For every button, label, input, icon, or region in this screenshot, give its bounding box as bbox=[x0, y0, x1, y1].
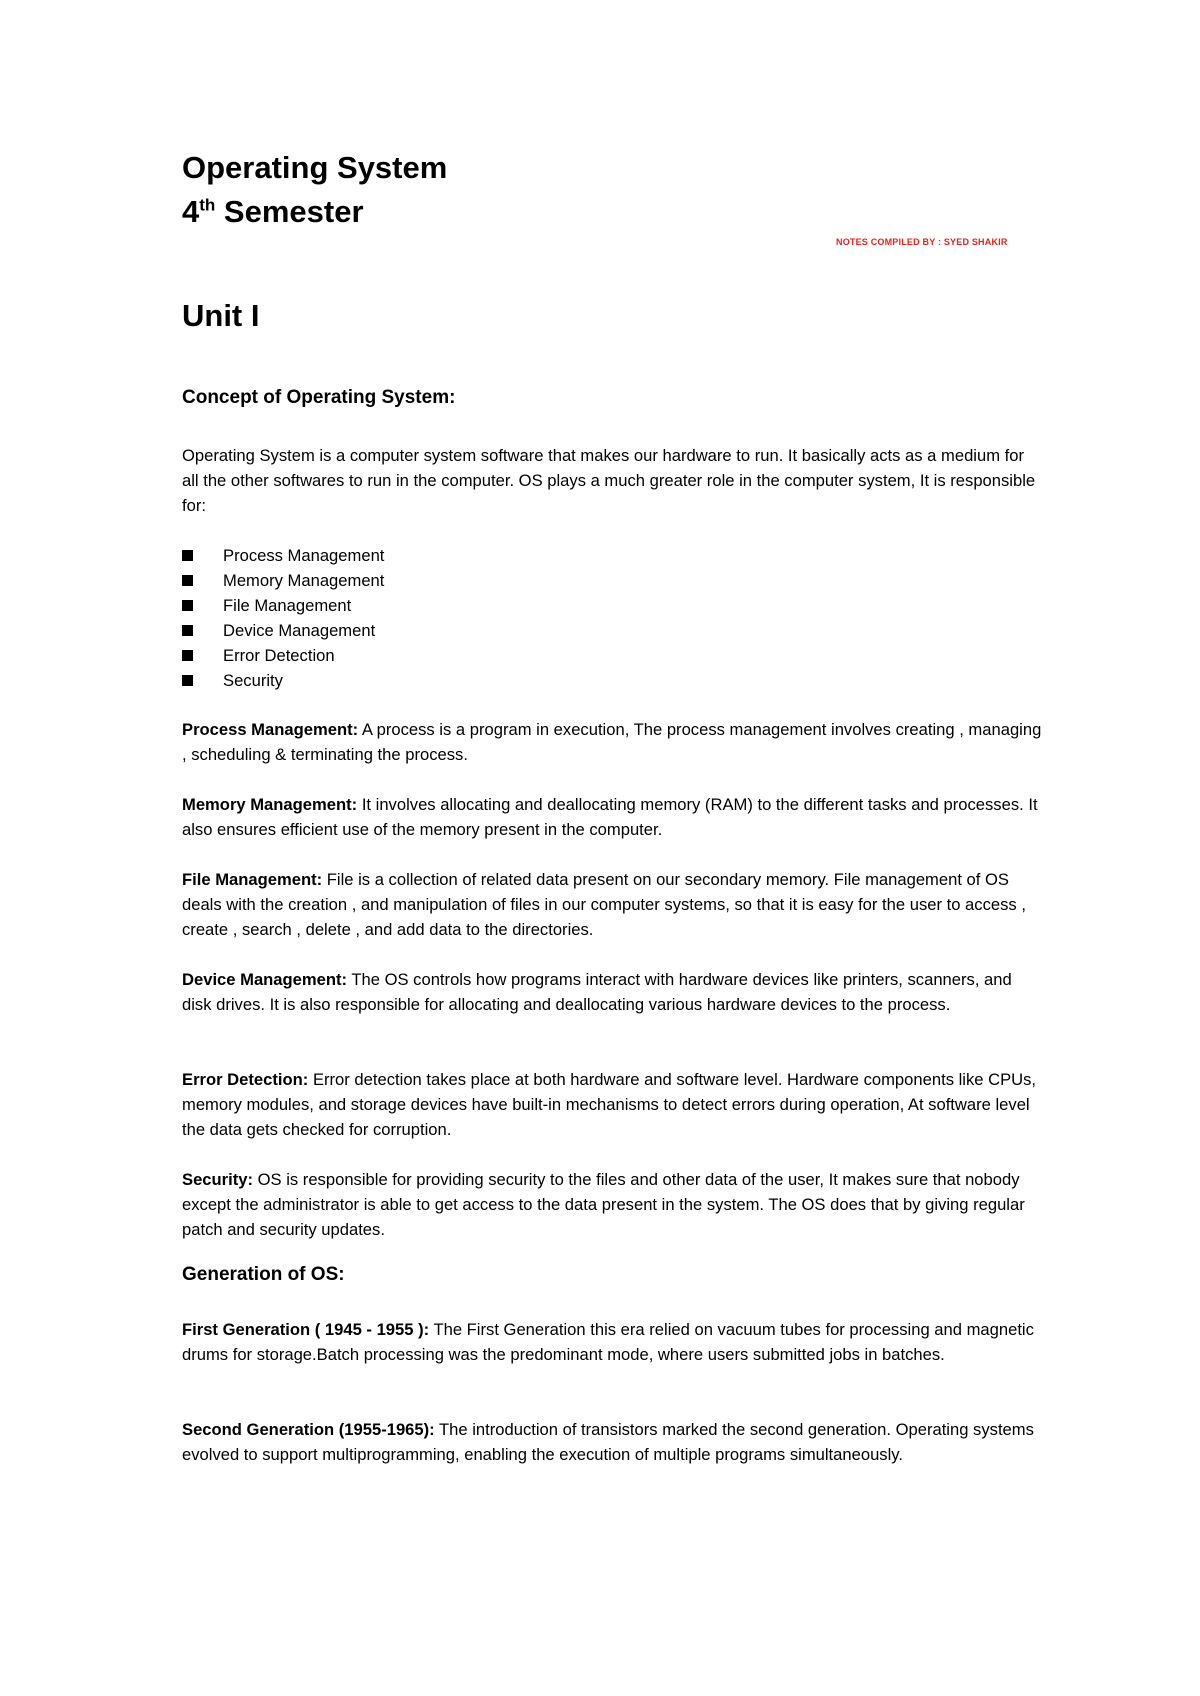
list-item bbox=[182, 643, 384, 668]
list-item bbox=[182, 543, 384, 568]
paragraph-term: Memory Management: bbox=[182, 795, 358, 814]
semester-suffix: th bbox=[199, 195, 216, 215]
list-item-label: Error Detection bbox=[223, 646, 335, 665]
error-detection-paragraph bbox=[182, 1067, 1042, 1142]
unit-heading: Unit I bbox=[182, 298, 260, 333]
semester-word: Semester bbox=[223, 194, 364, 229]
document-title: Operating System bbox=[182, 150, 448, 185]
memory-management-paragraph bbox=[182, 792, 1042, 842]
list-item-label: Memory Management bbox=[223, 571, 385, 590]
paragraph-text: It involves allocating and deallocating memory (RAM) to the different tasks and processes. It also ensures efficient use of the memory present in the computer. bbox=[182, 795, 1038, 839]
paragraph-text: The introduction of transistors marked the second generation. Operating systems evolved to support multiprogramming, enabling the execution of multiple programs simultaneously. bbox=[182, 1420, 1034, 1464]
list-item bbox=[182, 593, 384, 618]
square-bullet-icon bbox=[182, 550, 193, 561]
process-management-paragraph bbox=[182, 717, 1042, 767]
paragraph-term: Error Detection: bbox=[182, 1070, 309, 1089]
paragraph-text: A process is a program in execution, The process management involves creating , managing , scheduling & terminating the process. bbox=[182, 720, 1042, 764]
list-item bbox=[182, 668, 384, 693]
concept-intro: Operating System is a computer system software that makes our hardware to run. It basically acts as a medium for all the other softwares to run in the computer. OS plays a much greater role in the computer system, It is responsible for: bbox=[182, 446, 1036, 515]
concept-heading: Concept of Operating System: bbox=[182, 387, 456, 408]
list-item-label: Device Management bbox=[223, 621, 376, 640]
square-bullet-icon bbox=[182, 675, 193, 686]
semester-number: 4 bbox=[182, 194, 200, 229]
square-bullet-icon bbox=[182, 575, 193, 586]
paragraph-term: Second Generation (1955-1965): bbox=[182, 1420, 435, 1439]
first-generation-paragraph bbox=[182, 1317, 1042, 1367]
paragraph-term: Device Management: bbox=[182, 970, 348, 989]
paragraph-text: OS is responsible for providing security to the files and other data of the user, It makes sure that nobody except the administrator is able to get access to the data present in the system. The OS does that by giving regular patch and security updates. bbox=[182, 1170, 1025, 1239]
paragraph-text: File is a collection of related data present on our secondary memory. File management of OS deals with the creation , and manipulation of files in our computer systems, so that it is easy for the user to access , create , search , delete , and add data to the directories. bbox=[182, 870, 1026, 939]
paragraph-text: Error detection takes place at both hardware and software level. Hardware components like CPUs, memory modules, and storage devices have built-in mechanisms to detect errors during operation, At software level the data gets checked for corruption. bbox=[182, 1070, 1037, 1139]
square-bullet-icon bbox=[182, 625, 193, 636]
paragraph-term: Process Management: bbox=[182, 720, 359, 739]
square-bullet-icon bbox=[182, 650, 193, 661]
paragraph-term: File Management: bbox=[182, 870, 323, 889]
paragraph-term: First Generation ( 1945 - 1955 ): bbox=[182, 1320, 430, 1339]
list-item-label: Process Management bbox=[223, 546, 385, 565]
list-item bbox=[182, 568, 384, 593]
device-management-paragraph bbox=[182, 967, 1042, 1017]
generation-heading: Generation of OS: bbox=[182, 1264, 345, 1285]
title-block bbox=[182, 146, 1032, 234]
list-item-label: Security bbox=[223, 671, 283, 690]
square-bullet-icon bbox=[182, 600, 193, 611]
second-generation-paragraph bbox=[182, 1417, 1042, 1467]
semester-title bbox=[182, 190, 1032, 234]
list-item-label: File Management bbox=[223, 596, 352, 615]
list-item bbox=[182, 618, 384, 643]
security-paragraph bbox=[182, 1167, 1042, 1242]
credit-note: NOTES COMPILED BY : SYED SHAKIR bbox=[836, 237, 1008, 247]
paragraph-text: The First Generation this era relied on vacuum tubes for processing and magnetic drums for storage.Batch processing was the predominant mode, where users submitted jobs in batches. bbox=[182, 1320, 1034, 1364]
paragraph-term: Security: bbox=[182, 1170, 254, 1189]
paragraph-text: The OS controls how programs interact with hardware devices like printers, scanners, and disk drives. It is also responsible for allocating and deallocating various hardware devices to the process. bbox=[182, 970, 1012, 1014]
file-management-paragraph bbox=[182, 867, 1042, 942]
responsibility-list bbox=[182, 543, 384, 693]
